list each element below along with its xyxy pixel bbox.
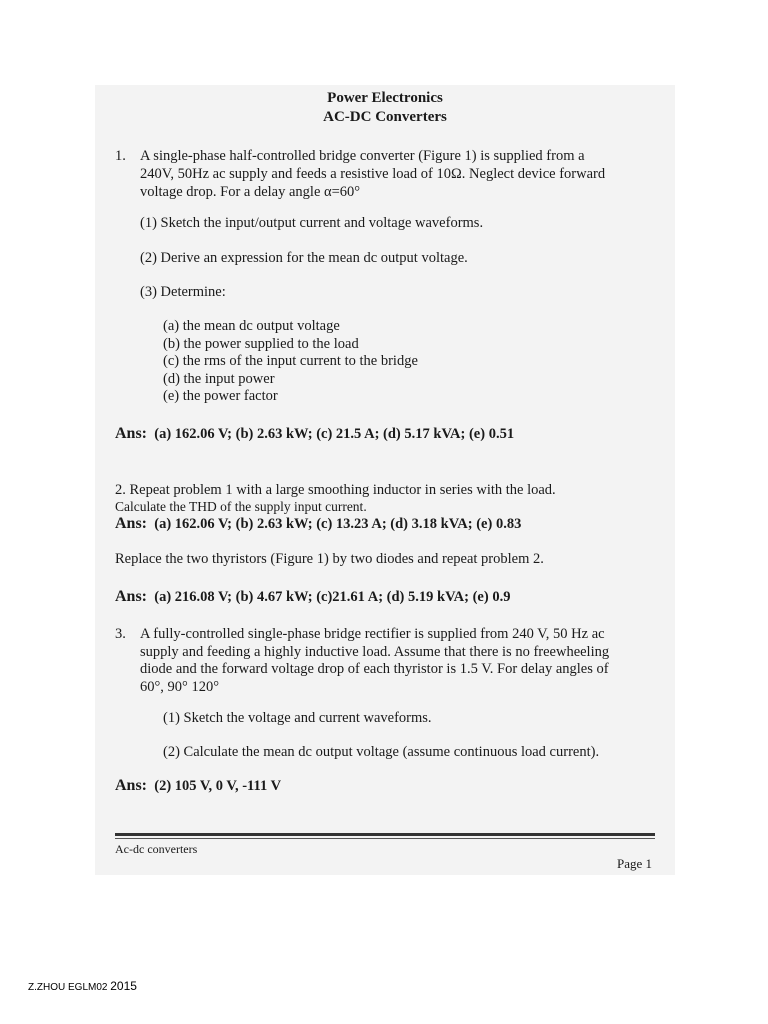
footer-rule-thin [115, 838, 655, 839]
q3-answer-text: (2) 105 V, 0 V, -111 V [154, 778, 282, 794]
author-stamp-text: Z.ZHOU EGLM02 [28, 982, 108, 993]
q2-line2: Calculate the THD of the supply input current. [115, 499, 367, 514]
q3-part1: (1) Sketch the voltage and current waveforms. [163, 710, 432, 726]
q1-line1: A single-phase half-controlled bridge converter (Figure 1) is supplied from a [140, 148, 585, 164]
q1-number: 1. [115, 148, 126, 164]
page-number: Page 1 [617, 856, 653, 871]
q1-sub-e: (e) the power factor [163, 388, 278, 404]
q1-sub-d: (d) the input power [163, 371, 275, 387]
author-stamp [28, 979, 137, 993]
q1-part3: (3) Determine: [140, 284, 226, 300]
footer-rule-thick [115, 833, 655, 836]
q3-line2: supply and feeding a highly inductive load. Assume that there is no freewheeling [140, 644, 610, 660]
q3-line4: 60°, 90° 120° [140, 679, 220, 695]
q1-line3: voltage drop. For a delay angle α=60° [140, 184, 361, 200]
q1-answer-label: Ans: [115, 425, 148, 442]
footer-section-label: Ac-dc converters [115, 842, 198, 856]
q3-line3: diode and the forward voltage drop of each thyristor is 1.5 V. For delay angles of [140, 661, 609, 677]
q1-answer-text: (a) 162.06 V; (b) 2.63 kW; (c) 21.5 A; (d) 5.17 kVA; (e) 0.51 [154, 426, 515, 442]
author-stamp-year: 2015 [110, 979, 137, 993]
q2-answer-label: Ans: [115, 515, 148, 532]
q2-answer2 [115, 588, 510, 606]
doc-subtitle: AC-DC Converters [323, 109, 447, 125]
q1-sub-c: (c) the rms of the input current to the bridge [163, 353, 418, 369]
doc-title: Power Electronics [327, 90, 443, 106]
scanned-page [95, 85, 675, 875]
q2-answer [115, 515, 521, 533]
q3-answer-label: Ans: [115, 777, 148, 794]
q3-answer [115, 777, 281, 795]
q1-part2: (2) Derive an expression for the mean dc output voltage. [140, 250, 468, 266]
q2-answer2-label: Ans: [115, 588, 148, 605]
q1-sub-b: (b) the power supplied to the load [163, 336, 359, 352]
q1-line2: 240V, 50Hz ac supply and feeds a resistive load of 10Ω. Neglect device forward [140, 166, 606, 182]
q1-part1: (1) Sketch the input/output current and voltage waveforms. [140, 215, 484, 231]
q3-line1: A fully-controlled single-phase bridge rectifier is supplied from 240 V, 50 Hz ac [140, 626, 605, 642]
q2-answer2-text: (a) 216.08 V; (b) 4.67 kW; (c)21.61 A; (d) 5.19 kVA; (e) 0.9 [154, 589, 511, 605]
q2-line1: 2. Repeat problem 1 with a large smoothing inductor in series with the load. [115, 482, 556, 498]
q2-answer-text: (a) 162.06 V; (b) 2.63 kW; (c) 13.23 A; (d) 3.18 kVA; (e) 0.83 [154, 516, 522, 532]
q1-answer [115, 425, 514, 443]
q3-number: 3. [115, 626, 126, 642]
q1-sub-a: (a) the mean dc output voltage [163, 318, 340, 334]
q2-replace-text: Replace the two thyristors (Figure 1) by two diodes and repeat problem 2. [115, 551, 544, 567]
q3-part2: (2) Calculate the mean dc output voltage (assume continuous load current). [163, 744, 600, 760]
